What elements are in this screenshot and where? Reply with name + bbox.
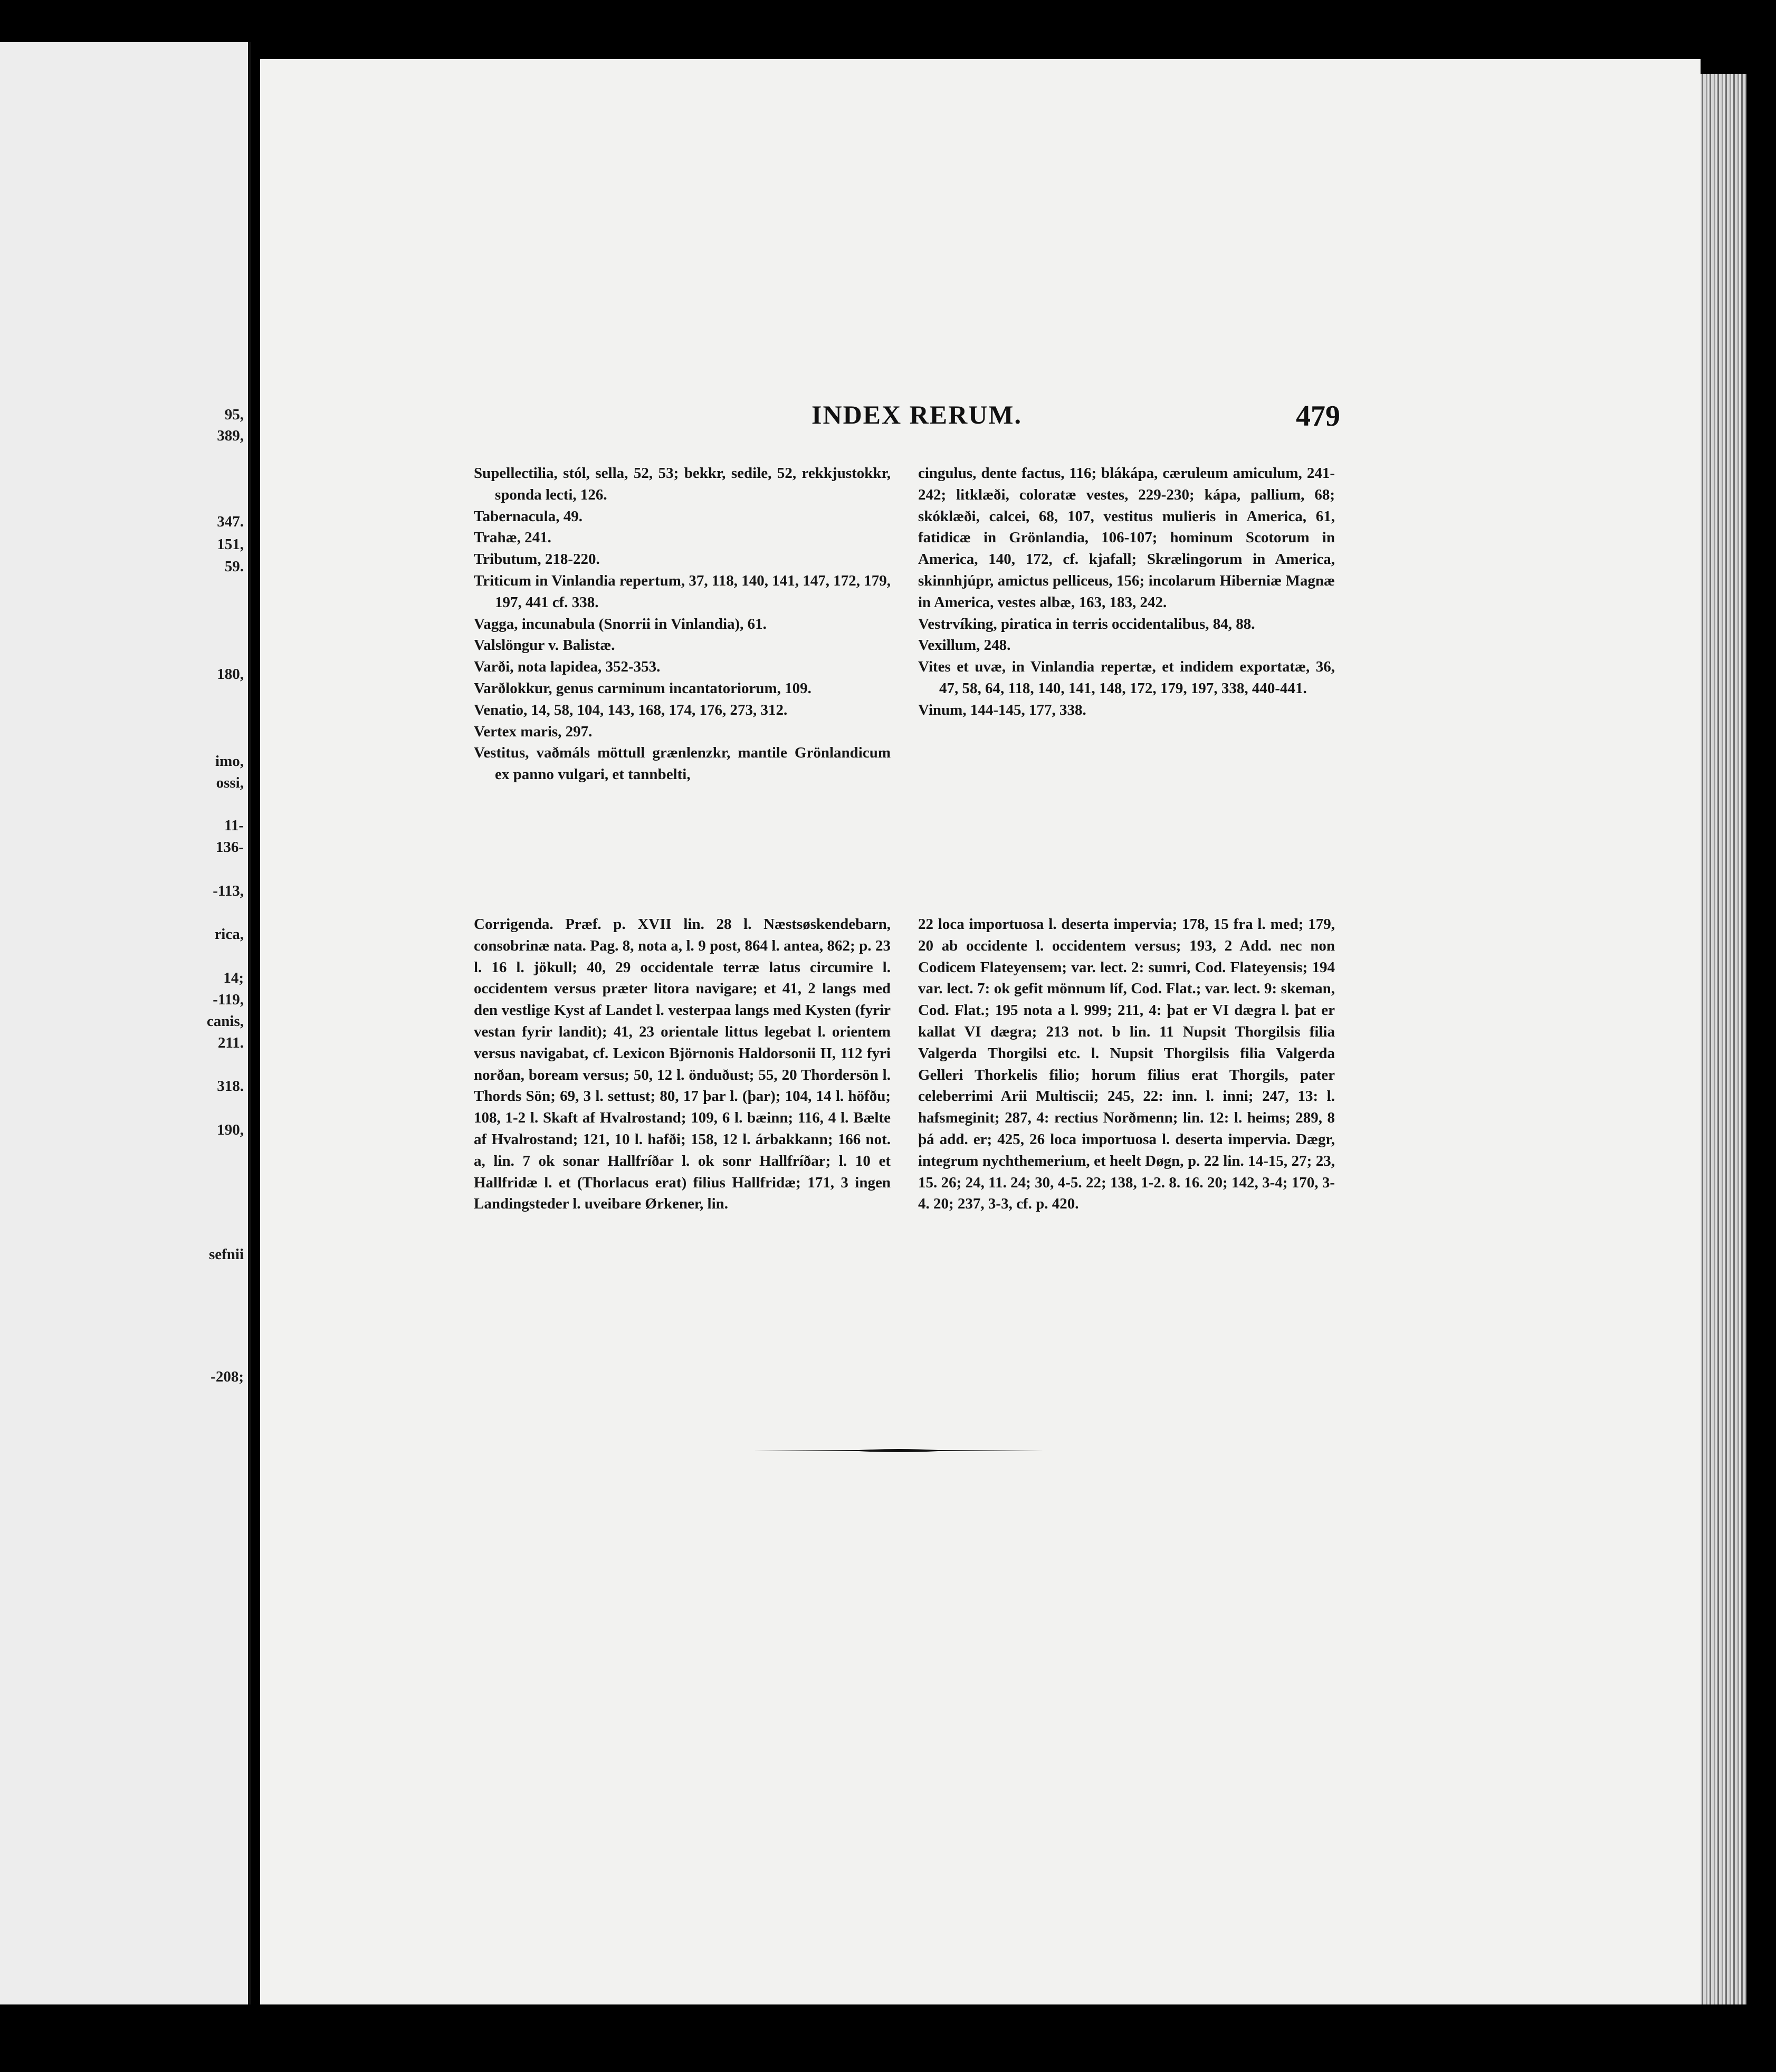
facing-page-text: 136-: [215, 839, 244, 856]
facing-page-text: rica,: [214, 926, 244, 943]
facing-page-text: 347.: [217, 513, 244, 530]
facing-page-text: canis,: [206, 1013, 244, 1030]
index-entry: Varði, nota lapidea, 352-353.: [474, 658, 661, 676]
index-entry: Trahæ, 241.: [474, 529, 551, 546]
facing-page-text: 59.: [224, 558, 244, 575]
page-header: [260, 399, 1701, 442]
tailpiece-ornament: [753, 1448, 1044, 1453]
index-entry: Vinum, 144-145, 177, 338.: [918, 701, 1086, 718]
corrigenda-right: [918, 914, 1335, 1215]
index-entry: Venatio, 14, 58, 104, 143, 168, 174, 176, 273, 312.: [474, 701, 788, 718]
index-column-left: [474, 463, 891, 785]
index-entry: Vites et uvæ, in Vinlandia repertæ, et indidem exportatæ, 36, 47, 58, 64, 118, 140, 141, 148, 172, 179, 197, 338, 440-441.: [918, 658, 1335, 697]
facing-page-text: 11-: [224, 817, 244, 834]
facing-page-text: 318.: [217, 1078, 244, 1095]
corrigenda-text: Corrigenda. Præf. p. XVII lin. 28 l. Næstsøskendebarn, consobrinæ nata. Pag. 8, nota a, l. 9 post, 864 l. antea, 862; p. 23 l. 16 l. jökull; 40, 29 occidentale terræ latus circumire l. occidentem versus præter litora navigare; et 41, 2 langs med den vestlige Kyst af Landet l. vesterpaa langs med Kysten (fyrir vestan fyrir landit); 41, 23 orientale littus legebat l. orientem versus navigabat, cf. Lexicon Björnonis Haldorsonii II, 112 fyri norðan, boream versus; 50, 12 l. önduðust; 55, 20 Thordersön l. Thords Sön; 69, 3 l. settust; 80, 17 þar l. (þar); 104, 14 l. höfðu; 108, 1-2 l. Skaft af Hvalrostand; 109, 6 l. bæinn; 116, 4 l. Bælte af Hvalrostand; 121, 10 l. hafði; 158, 12 l. árbakkann; 166 not. a, lin. 7 ok sonar Hallfríðar l. ok sonr Hallfríðar; l. 10 et Hallfridæ l. et (Thorlacus erat) filius Hallfridæ; 171, 3 ingen Landingsteder l. uveibare Ørkener, lin.: [474, 916, 891, 1213]
facing-page-fragment: [0, 42, 251, 2004]
running-title: INDEX RERUM.: [811, 400, 1022, 429]
facing-page-text: -119,: [213, 991, 244, 1008]
facing-page-text: -208;: [211, 1368, 244, 1385]
index-entry: Vertex maris, 297.: [474, 723, 593, 740]
index-entry: Supellectilia, stól, sella, 52, 53; bekkr, sedile, 52, rekkjustokkr, sponda lecti, 126.: [474, 465, 891, 503]
index-entry: Vagga, incunabula (Snorrii in Vinlandia), 61.: [474, 615, 767, 632]
book-page: [260, 59, 1701, 2004]
facing-page-text: 180,: [217, 666, 244, 683]
facing-page-text: 151,: [217, 536, 244, 553]
index-entry: Varðlokkur, genus carminum incantatoriorum, 109.: [474, 679, 811, 697]
index-entry: Vexillum, 248.: [918, 637, 1011, 654]
index-entry-continuation: cingulus, dente factus, 116; blákápa, cæruleum amiculum, 241-242; litklæði, coloratæ vestes, 229-230; kápa, pallium, 68; skóklæði, calcei, 68, 107, vestitus mulieris in America, 61, fatidicæ in Grönlandia, 106-107; hominum Scotorum in America, 140, 172, cf. kjafall; Skrælingorum in America, skinnhjúpr, amictus pelliceus, 156; incolarum Hiberniæ Magnæ in America, vestes albæ, 163, 183, 242.: [918, 465, 1335, 611]
index-column-right: [918, 463, 1335, 721]
index-entry: Vestrvíking, piratica in terris occidentalibus, 84, 88.: [918, 615, 1255, 632]
index-entry: Valslöngur v. Balistæ.: [474, 637, 615, 654]
index-entry: Tabernacula, 49.: [474, 507, 583, 525]
page-edges: [1694, 74, 1746, 2004]
facing-page-text: sefnii: [208, 1246, 244, 1263]
index-entry: Tributum, 218-220.: [474, 551, 600, 568]
facing-page-text: 190,: [217, 1121, 244, 1138]
corrigenda-text: 22 loca importuosa l. deserta impervia; 178, 15 fra l. med; 179, 20 ab occidente l. occidentem versus; 193, 2 Add. nec non Codicem Flateyensem; var. lect. 2: sumri, Cod. Flateyensis; 194 var. lect. 7: ok gefit mönnum líf, Cod. Flat.; var. lect. 9: skeman, Cod. Flat.; 195 nota a l. 999; 211, 4: þat er VI dægra l. þat er kallat VI dægra; 213 not. b lin. 11 Nupsit Thorgilsis filia Valgerda Thorgilsi etc. l. Nupsit Thorgilsis filia Valgerda Gelleri Thorkelis filio; horum filius erat Thorgils, pater celeberrimi Arii Multiscii; 245, 22: inn. l. inni; 247, 13: l. hafsmeginit; 287, 4: rectius Norðmenn; lin. 12: l. heims; 289, 8 þá add. er; 425, 26 loca importuosa l. deserta impervia. Dægr, integrum nychthemerium, et heelt Døgn, p. 22 lin. 14-15, 27; 23, 15. 26; 24, 11. 24; 30, 4-5. 22; 138, 1-2. 8. 16. 20; 142, 3-4; 170, 3-4. 20; 237, 3-3, cf. p. 420.: [918, 916, 1335, 1213]
page-number: 479: [1296, 400, 1340, 433]
facing-page-text: ossi,: [216, 774, 244, 791]
facing-page-text: 211.: [217, 1034, 244, 1051]
facing-page-text: -113,: [213, 882, 244, 899]
corrigenda-left: [474, 914, 891, 1215]
index-entry: Triticum in Vinlandia repertum, 37, 118, 140, 141, 147, 172, 179, 197, 441 cf. 338.: [474, 572, 891, 611]
index-entry: Vestitus, vaðmáls möttull grænlenzkr, mantile Grönlandicum ex panno vulgari, et tannbelti,: [474, 744, 891, 783]
facing-page-text: 14;: [223, 970, 244, 986]
facing-page-text: imo,: [215, 753, 244, 770]
facing-page-text: 389,: [217, 427, 244, 444]
facing-page-text: 95,: [224, 406, 244, 423]
